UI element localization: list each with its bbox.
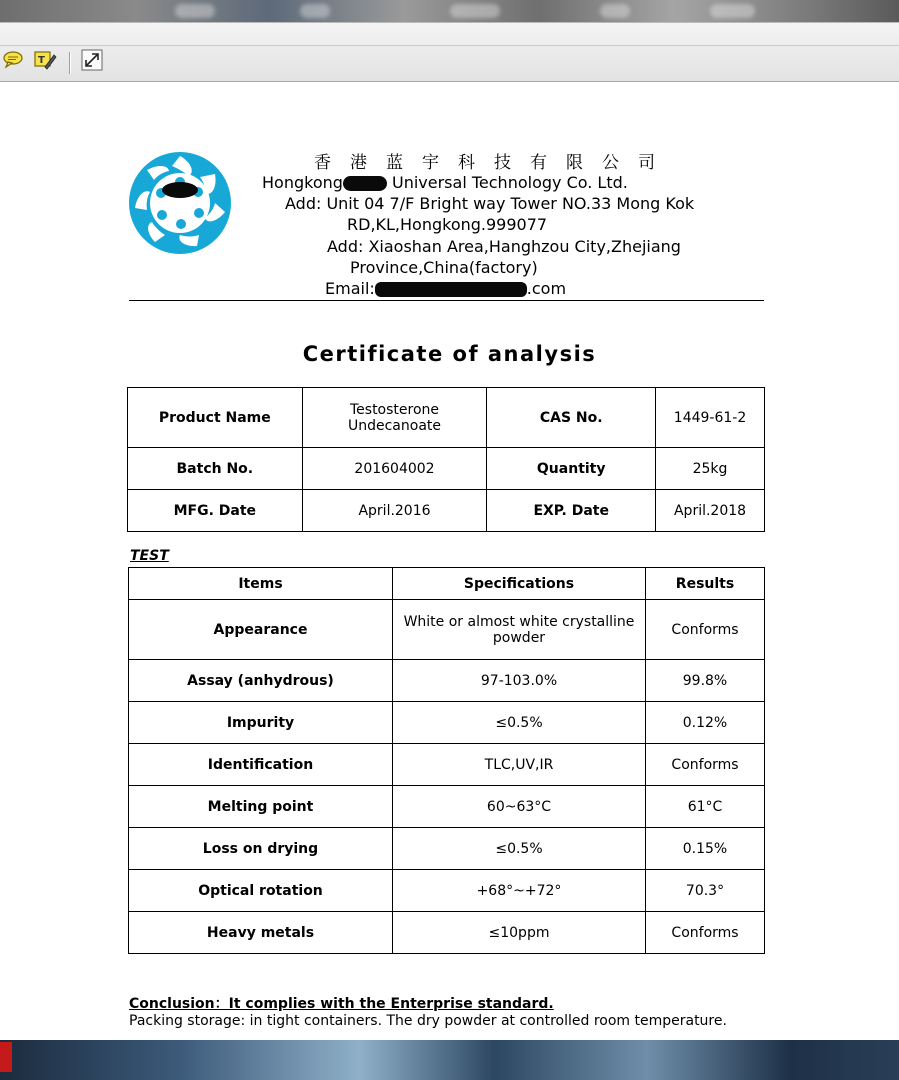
spec-line1: White or almost white crystalline (403, 613, 635, 630)
test-item: Heavy metals (129, 912, 393, 954)
results-header: Results (646, 568, 765, 600)
quantity-value: 25kg (656, 448, 765, 490)
test-item: Melting point (129, 786, 393, 828)
text-annotation-button[interactable] (33, 50, 57, 74)
test-specification: 97-103.0% (393, 660, 646, 702)
highlight-note-icon (33, 49, 57, 75)
fullscreen-icon (81, 49, 103, 75)
comment-button[interactable] (1, 50, 25, 74)
test-specification: ≤0.5% (393, 702, 646, 744)
cas-label: CAS No. (487, 388, 656, 448)
items-header: Items (129, 568, 393, 600)
logo-redaction (162, 182, 198, 198)
table-row (129, 702, 765, 744)
test-item: Assay (anhydrous) (129, 660, 393, 702)
conclusion-text: Conclusion：It complies with the Enterprise standard. (129, 996, 554, 1012)
product-row (128, 388, 765, 448)
fullscreen-button[interactable] (80, 50, 104, 74)
test-item: Optical rotation (129, 870, 393, 912)
test-result: 0.12% (646, 702, 765, 744)
company-logo (129, 152, 231, 254)
batch-value: 201604002 (302, 448, 487, 490)
test-results-table (128, 567, 765, 954)
batch-label: Batch No. (128, 448, 303, 490)
test-result: Conforms (646, 600, 765, 660)
address-factory-line2: Province,China(factory) (350, 258, 538, 277)
test-specification: TLC,UV,IR (393, 744, 646, 786)
svg-text:T: T (38, 55, 45, 66)
product-name-line2: Undecanoate (347, 417, 442, 434)
document-page (0, 82, 899, 1040)
test-result: 70.3° (646, 870, 765, 912)
test-result: 0.15% (646, 828, 765, 870)
exp-label: EXP. Date (487, 490, 656, 532)
test-specification: 60~63°C (393, 786, 646, 828)
address-hongkong-line2: RD,KL,Hongkong.999077 (347, 215, 548, 234)
spec-line2: powder (492, 629, 546, 646)
exp-value: April.2018 (656, 490, 765, 532)
taskbar-app-tab[interactable] (0, 1042, 12, 1072)
company-name-english (262, 173, 628, 192)
desktop-strip-top (0, 0, 899, 22)
test-result: 99.8% (646, 660, 765, 702)
desktop-strip-bottom (0, 1040, 899, 1080)
mfg-value: April.2016 (302, 490, 487, 532)
table-row (129, 786, 765, 828)
mfg-label: MFG. Date (128, 490, 303, 532)
table-row (129, 912, 765, 954)
product-info-table (127, 387, 765, 532)
test-section-label: TEST (130, 548, 169, 564)
test-item: Identification (129, 744, 393, 786)
company-name-redaction (343, 176, 387, 191)
comment-icon (2, 50, 24, 74)
table-row (129, 870, 765, 912)
document-title: Certificate of analysis (302, 342, 597, 366)
test-header-row (129, 568, 765, 600)
company-name-prefix: Hongkong (262, 173, 343, 192)
email-redaction (375, 282, 527, 297)
table-row (129, 660, 765, 702)
batch-row (128, 448, 765, 490)
viewer-toolbar (0, 22, 899, 82)
quantity-label: Quantity (487, 448, 656, 490)
product-name-line1: Testosterone (349, 401, 440, 418)
table-row (129, 744, 765, 786)
address-factory-line1: Add: Xiaoshan Area,Hanghzou City,Zhejiang (327, 237, 681, 256)
product-name-label: Product Name (128, 388, 303, 448)
header-divider (129, 300, 764, 301)
test-specification: ≤0.5% (393, 828, 646, 870)
product-name-value (302, 388, 487, 448)
test-specification (393, 600, 646, 660)
test-result: 61°C (646, 786, 765, 828)
email-line (325, 279, 566, 298)
specifications-header: Specifications (393, 568, 646, 600)
test-item: Impurity (129, 702, 393, 744)
company-name-suffix: Universal Technology Co. Ltd. (386, 173, 628, 192)
email-label: Email: (325, 279, 375, 298)
test-item: Loss on drying (129, 828, 393, 870)
toolbar-row (0, 45, 899, 80)
company-name-chinese: 香港蓝宇科技有限公司 (314, 153, 674, 173)
test-item: Appearance (129, 600, 393, 660)
test-result: Conforms (646, 744, 765, 786)
table-row (129, 600, 765, 660)
cas-value: 1449-61-2 (656, 388, 765, 448)
table-row (129, 828, 765, 870)
test-specification: +68°~+72° (393, 870, 646, 912)
test-result: Conforms (646, 912, 765, 954)
test-specification: ≤10ppm (393, 912, 646, 954)
date-row (128, 490, 765, 532)
packing-storage-text: Packing storage: in tight containers. The dry powder at controlled room temperature. (129, 1013, 727, 1029)
toolbar-separator (69, 52, 70, 74)
address-hongkong-line1: Add: Unit 04 7/F Bright way Tower NO.33 Mong Kok (285, 194, 695, 213)
email-suffix: .com (526, 279, 567, 298)
